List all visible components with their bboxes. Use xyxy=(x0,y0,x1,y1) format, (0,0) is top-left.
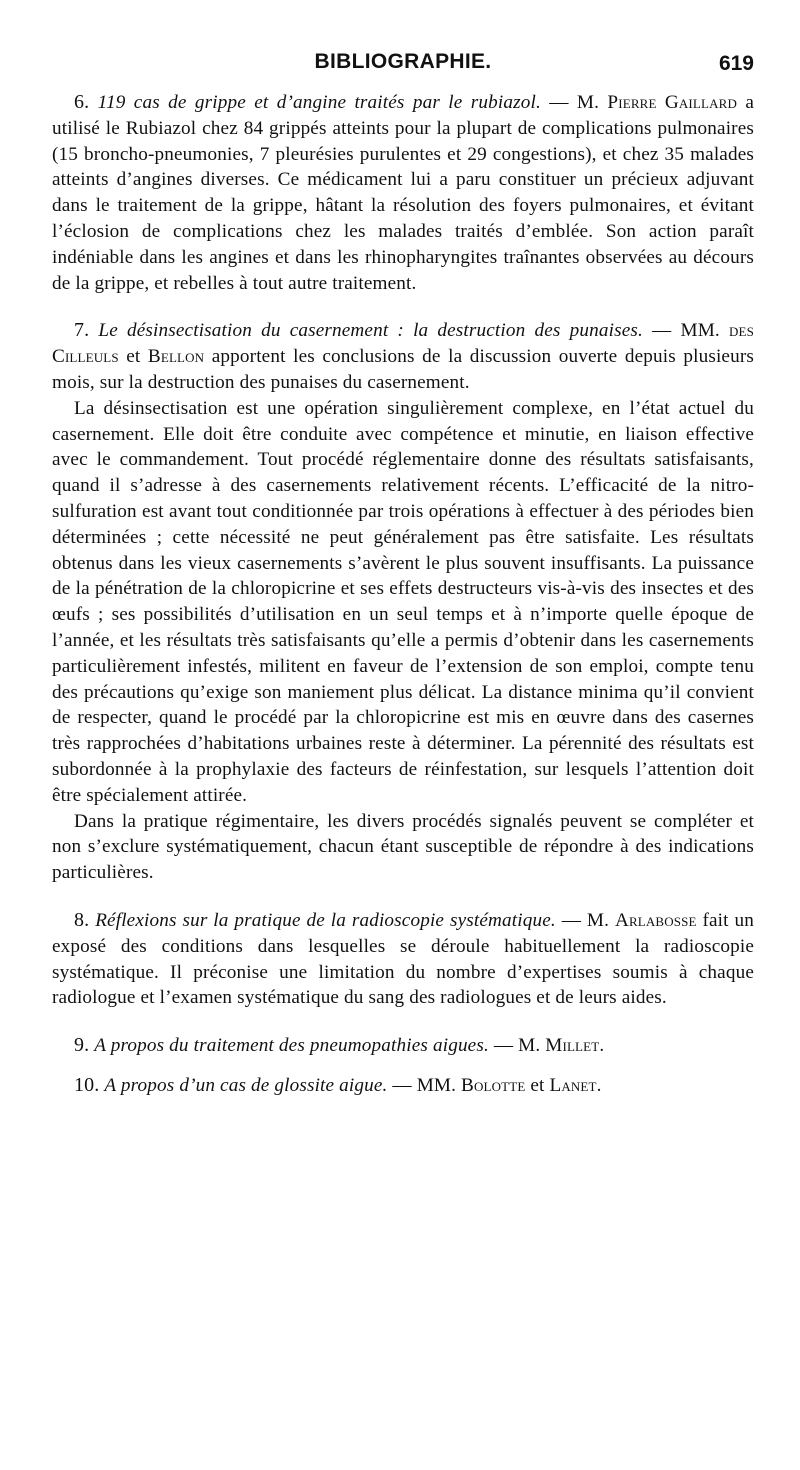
bibliography-entry-7 xyxy=(52,318,754,886)
author-name: Pierre Gaillard xyxy=(607,92,737,113)
entry-paragraph xyxy=(52,90,754,296)
entry-title: Le désinsectisation du casernement : la destruction des punaises. xyxy=(98,320,643,342)
entry-paragraph: La désinsectisation est une opération singulièrement complexe, en l’état actuel du casernement. Elle doit être conduite avec compétence et minutie, en liaison effective avec le commandement. Tout procédé réglementaire donne des résultats satisfaisants, quand il s’adresse à des casernements relativement récents. L’efficacité de la nitro-sulfuration est avant tout conditionnée par trois opérations à effectuer à des périodes bien déterminées ; cette nécessité ne peut généralement pas être satisfaite. Les résultats obtenus dans les vieux casernements s’avèrent le plus souvent insuffisants. La puissance de la pénétration de la chloropicrine et ses effets destructeurs vis-à-vis des insectes et des œufs ; ses possibilités d’utilisation en un seul temps et à n’importe quelle époque de l’année, et les résultats très satisfaisants qu’elle a permis d’obtenir dans les casernements particulièrement infestés, militent en faveur de l’extension de son emploi, compte tenu des précautions qu’exige son maniement plus délicat. La distance minima qu’il convient de respecter, quand le procédé par la chloropicrine est mis en œuvre dans des casernes très rapprochées d’habitations urbaines reste à déterminer. La pérennité des résultats est subordonnée à la prophylaxie des facteurs de réinfestation, sur lesquels l’attention doit être spécialement attirée. xyxy=(52,397,754,806)
bibliography-entry-6 xyxy=(52,90,754,296)
author-prefix: M. xyxy=(518,1035,546,1057)
entry-paragraph xyxy=(52,1033,754,1059)
author-prefix: M. xyxy=(586,909,615,931)
entry-number: 6. xyxy=(74,91,90,113)
entry-paragraph xyxy=(52,908,754,1011)
entry-title: 119 cas de grippe et d’angine traités par le rubiazol. xyxy=(97,92,541,113)
entry-paragraph: Dans la pratique régimentaire, les divers procédés signalés peuvent se compléter et non s’exclure systématiquement, chacun étant susceptible de répondre à des indications particulières. xyxy=(52,810,754,884)
entry-number: 9. xyxy=(74,1034,90,1057)
page-header xyxy=(52,50,754,86)
author-prefix: MM. xyxy=(416,1074,462,1096)
entry-body: . xyxy=(599,1035,605,1057)
author-prefix: M. xyxy=(576,92,608,113)
bibliography-entry-9 xyxy=(52,1033,754,1059)
entry-title: Réflexions sur la pratique de la radioscopie systématique. xyxy=(95,909,556,931)
entry-number: 7. xyxy=(74,319,90,342)
entry-dash: — xyxy=(488,1035,519,1057)
entry-dash: — xyxy=(642,320,681,342)
author-name: des Cilleuls xyxy=(52,320,754,368)
entry-paragraph xyxy=(52,318,754,395)
entry-body: apportent les conclusions de la discussion ouverte depuis plusieurs mois, sur la destruction des punaises du casernement. xyxy=(52,346,754,393)
author-name-2: Lanet xyxy=(549,1074,597,1096)
entry-body: . xyxy=(596,1074,602,1096)
author-prefix: MM. xyxy=(680,320,729,342)
entry-number: 10. xyxy=(74,1073,100,1096)
entry-body: fait un exposé des conditions dans lesquelles se déroule habituellement la radioscopie systématique. Il préconise une limitation du nombre d’expertises soumis à chaque radiologue et l’examen systématique du sang des radiologues et de leurs aides. xyxy=(52,909,754,1009)
page xyxy=(52,50,754,1099)
author-join: et xyxy=(118,346,148,368)
author-name-2: Bellon xyxy=(147,346,205,368)
running-title: BIBLIOGRAPHIE. xyxy=(314,50,492,73)
entry-title: A propos du traitement des pneumopathies aigues. xyxy=(94,1035,489,1057)
entry-dash: — xyxy=(555,909,587,931)
entry-paragraph xyxy=(52,1073,754,1099)
entry-body: a utilisé le Rubiazol chez 84 grippés atteints pour la plupart de complications pulmonaires (15 broncho-pneumonies, 7 pleurésies purulentes et 29 congestions), et chez 35 malades atteints d’angines diverses. Ce médicament lui a paru constituer un précieux adjuvant dans le traitement de la grippe, hâtant la résolution des foyers pulmonaires, et évitant l’éclosion de complications chez les malades traités d’emblée. Son action paraît indéniable dans les angines et dans les rhinopharyngites traînantes observées au décours de la grippe, et rebelles à tout autre traitement. xyxy=(52,92,754,294)
entry-dash: — xyxy=(540,92,577,113)
bibliography-entry-10 xyxy=(52,1073,754,1099)
entry-number: 8. xyxy=(74,908,90,931)
author-name: Millet xyxy=(545,1035,600,1057)
entry-title: A propos d’un cas de glossite aigue. xyxy=(104,1074,388,1096)
author-name: Arlabosse xyxy=(614,909,697,931)
author-join: et xyxy=(525,1074,550,1096)
entry-dash: — xyxy=(387,1074,417,1096)
page-number: 619 xyxy=(718,52,754,75)
bibliography-entry-8 xyxy=(52,908,754,1011)
author-name: Bolotte xyxy=(461,1074,526,1096)
